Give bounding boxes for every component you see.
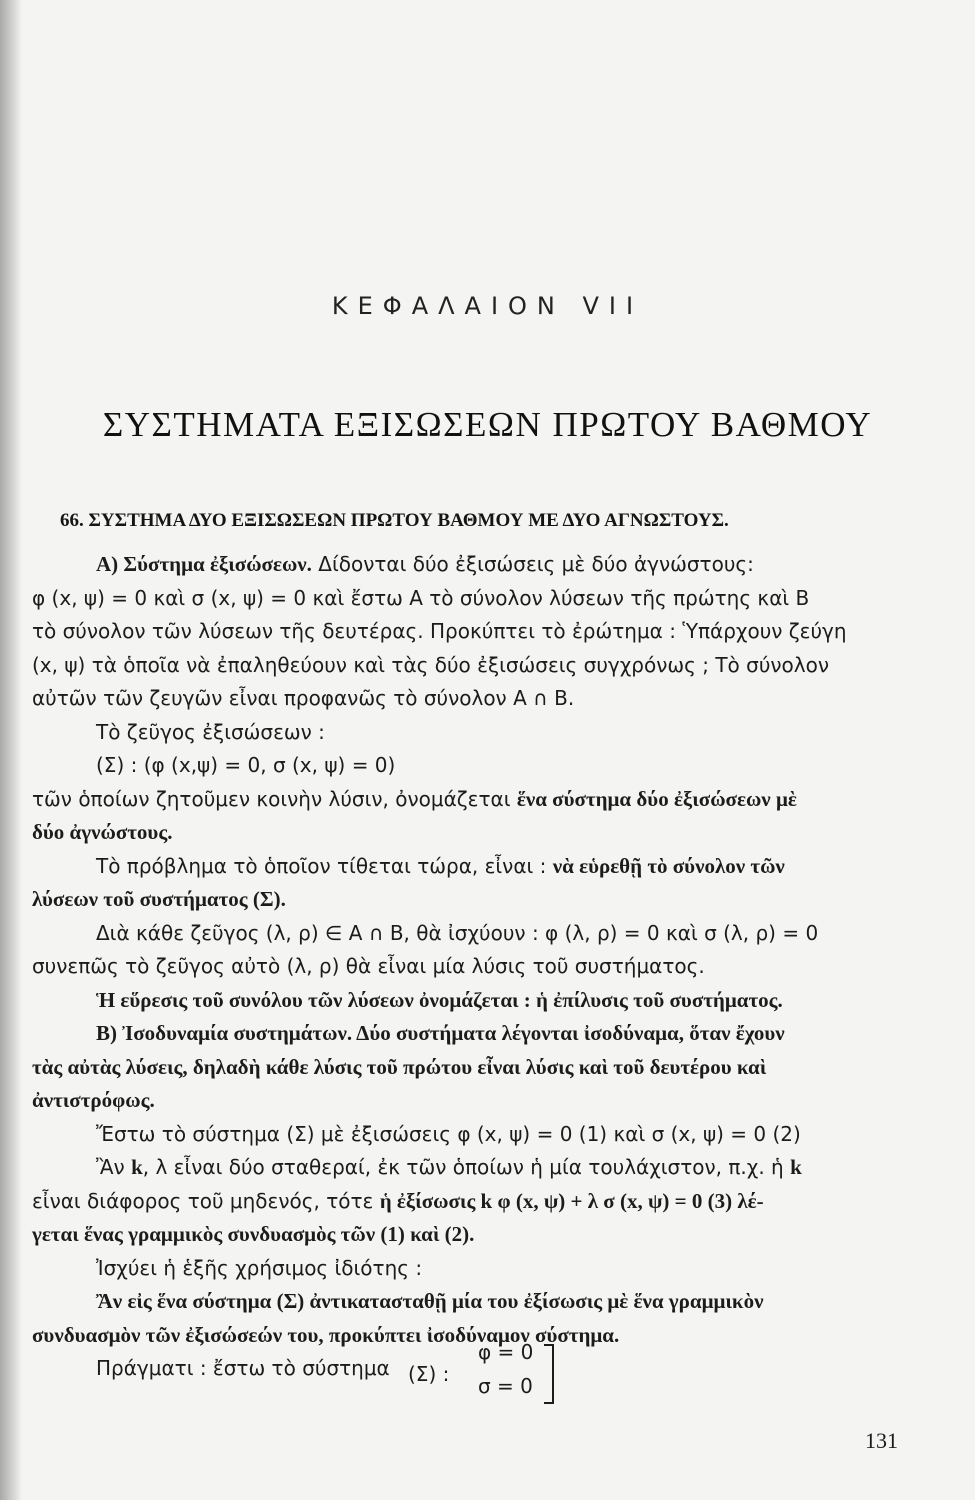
- paragraph-line: λύσεων τοῦ συστήματος (Σ).: [32, 887, 286, 911]
- system-label: (Σ) :: [408, 1362, 450, 1386]
- paragraph-line: Ἡ εὕρεσις τοῦ συνόλου τῶν λύσεων ὀνομάζεται : ἡ ἐπίλυσις τοῦ συστήματος.: [96, 987, 783, 1012]
- text-run: εἶναι διάφορος τοῦ μηδενός, τότε: [32, 1188, 380, 1213]
- text-run: Ἂν: [96, 1155, 132, 1179]
- system-equation-1: φ = 0: [478, 1340, 534, 1364]
- paragraph-line: [32, 548, 912, 582]
- paragraph-line: φ (x, ψ) = 0 καὶ σ (x, ψ) = 0 καὶ ἔστω Α τὸ σύνολον λύσεων τῆς πρώτης καὶ Β: [32, 585, 810, 610]
- paragraph-line: [32, 783, 912, 817]
- paragraph-line: Ἔστω τὸ σύστημα (Σ) μὲ ἐξισώσεις φ (x, ψ) = 0 (1) καὶ σ (x, ψ) = 0 (2): [96, 1121, 801, 1146]
- system-definition: (Σ) : (φ (x,ψ) = 0, σ (x, ψ) = 0): [96, 753, 396, 777]
- paragraph-line: τὸ σύνολον τῶν λύσεων τῆς δευτέρας. Προκύπτει τὸ ἐρώτημα : Ὑπάρχουν ζεύγη: [32, 619, 847, 643]
- subsection-heading-a: Α) Σύστημα ἐξισώσεων.: [96, 552, 312, 576]
- emphasis-run: k: [131, 1155, 143, 1179]
- paragraph-line: [32, 850, 912, 884]
- subsection-heading-b: Β) Ἰσοδυναμία συστημάτων. Δύο συστήματα λέγονται ἰσοδύναμα, ὅταν ἔχουν: [96, 1021, 785, 1045]
- paragraph-line: [32, 1151, 912, 1185]
- paragraph-line: Ἰσχύει ἡ ἑξῆς χρήσιμος ἰδιότης :: [96, 1255, 423, 1280]
- text-run: Τὸ πρόβλημα τὸ ὁποῖον τίθεται τώρα, εἶναι :: [96, 853, 553, 878]
- paragraph-line: συνδυασμὸν τῶν ἐξισώσεών του, προκύπτει ἰσοδύναμον σύστημα.: [32, 1322, 620, 1347]
- chapter-title: ΣΥΣΤΗΜΑΤΑ ΕΞΙΣΩΣΕΩΝ ΠΡΩΤΟΥ ΒΑΘΜΟΥ: [102, 405, 873, 444]
- emphasis-run: ἕνα σύστημα δύο ἐξισώσεων μὲ: [516, 786, 797, 811]
- emphasis-run: ἡ ἐξίσωσις k φ (x, ψ) + λ σ (x, ψ) = 0 (3) λέ-: [379, 1188, 764, 1213]
- text-run: Δίδονται δύο ἐξισώσεις μὲ δύο ἀγνώστους:: [311, 552, 754, 576]
- paragraph-line: τὰς αὐτὰς λύσεις, δηλαδὴ κάθε λύσις τοῦ πρώτου εἶναι λύσις καὶ τοῦ δευτέρου καὶ: [32, 1054, 767, 1079]
- text-run: τῶν ὁποίων ζητοῦμεν κοινὴν λύσιν, ὀνομάζεται: [32, 786, 517, 811]
- page-number: 131: [865, 1428, 898, 1453]
- paragraph-line: Διὰ κάθε ζεῦγος (λ, ρ) ∈ Α ∩ Β, θὰ ἰσχύουν : φ (λ, ρ) = 0 καὶ σ (λ, ρ) = 0: [96, 920, 819, 945]
- body-text: [32, 548, 912, 1386]
- paragraph-line: Τὸ ζεῦγος ἐξισώσεων :: [96, 719, 325, 744]
- text-run: , λ εἶναι δύο σταθεραί, ἐκ τῶν ὁποίων ἡ μία τουλάχιστον, π.χ. ἡ: [142, 1155, 791, 1179]
- paragraph-line: ἀντιστρόφως.: [32, 1088, 155, 1112]
- paragraph-line: συνεπῶς τὸ ζεῦγος αὐτὸ (λ, ρ) θὰ εἶναι μία λύσις τοῦ συστήματος.: [32, 954, 705, 978]
- paragraph-line: Πράγματι : ἔστω τὸ σύστημα: [96, 1356, 390, 1380]
- paragraph-line: Ἂν εἰς ἕνα σύστημα (Σ) ἀντικατασταθῇ μία του ἐξίσωσις μὲ ἕνα γραμμικὸν: [96, 1289, 764, 1313]
- section-heading: 66. ΣΥΣΤΗΜΑ ΔΥΟ ΕΞΙΣΩΣΕΩΝ ΠΡΩΤΟΥ ΒΑΘΜΟΥ ΜΕ ΔΥΟ ΑΓΝΩΣΤΟΥΣ.: [60, 510, 729, 531]
- paragraph-line: δύο ἀγνώστους.: [32, 820, 173, 844]
- paragraph-line: (x, ψ) τὰ ὁποῖα νὰ ἐπαληθεύουν καὶ τὰς δύο ἐξισώσεις συγχρόνως ; Τὸ σύνολον: [32, 652, 830, 677]
- chapter-heading: ΚΕΦΑΛΑΙΟΝ VII: [331, 292, 644, 320]
- paragraph-line: αὐτῶν τῶν ζευγῶν εἶναι προφανῶς τὸ σύνολον Α ∩ Β.: [32, 686, 575, 710]
- emphasis-run: k: [790, 1155, 802, 1179]
- paragraph-line: [32, 1185, 912, 1219]
- emphasis-run: νὰ εὑρεθῇ τὸ σύνολον τῶν: [552, 853, 785, 878]
- right-brace: [544, 1344, 554, 1404]
- system-equation-2: σ = 0: [478, 1374, 533, 1398]
- paragraph-line: γεται ἕνας γραμμικὸς συνδυασμὸς τῶν (1) καὶ (2).: [32, 1222, 475, 1246]
